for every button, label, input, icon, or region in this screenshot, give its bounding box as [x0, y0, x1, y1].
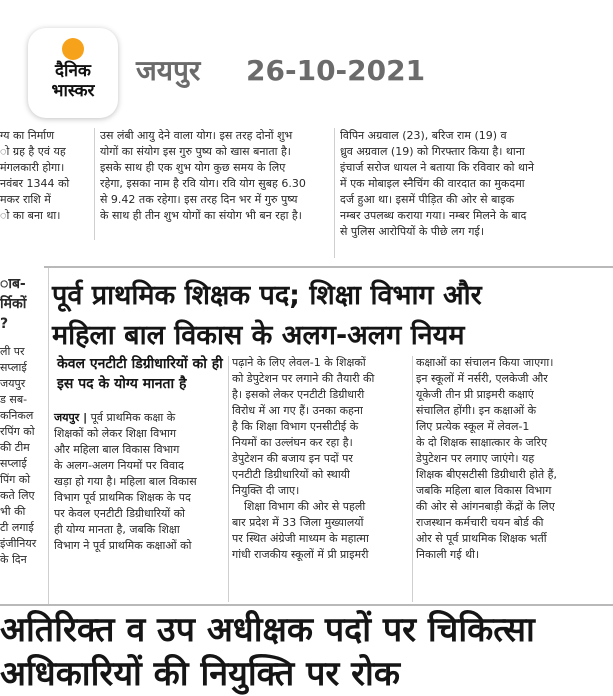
text-line: विभाग ने पूर्व प्राथमिक कक्षाओं को — [54, 539, 192, 552]
text-line: पढ़ाने के लिए लेवल-1 के शिक्षकों — [232, 356, 366, 369]
dateline: जयपुर | — [54, 411, 88, 424]
column-divider — [334, 128, 335, 258]
logo-text-line1: दैनिक — [55, 61, 91, 81]
snippet-top-middle — [100, 128, 330, 240]
snippet-left-strip — [0, 274, 44, 604]
text-line: ली पर — [0, 345, 25, 358]
text-line: रपिंग को — [0, 425, 35, 438]
text-line: भी की — [0, 505, 26, 518]
text-line: पिंग को — [0, 473, 31, 486]
section-divider — [44, 266, 613, 268]
text-line: ही योग्य मानता है, जबकि शिक्षा — [54, 523, 180, 536]
edition-date: 26-10-2021 — [246, 54, 426, 87]
headline-line: पूर्व प्राथमिक शिक्षक पद; शिक्षा विभाग और — [52, 280, 482, 311]
text-line: सप्लाई — [0, 457, 27, 470]
text-line: विपिन अग्रवाल (23), बरिज राम (19) व — [340, 129, 507, 142]
text-line: रहेगा, इसका नाम है रवि योग। रवि योग सुबह 6.30 — [100, 177, 306, 190]
text-line: शिक्षा विभाग की ओर से पहली — [244, 500, 366, 513]
text-line: और महिला बाल विकास विभाग — [54, 443, 180, 456]
text-line: नियुक्ति दी जाए। — [232, 484, 300, 497]
headline-line: महिला बाल विकास के अलग-अलग नियम — [52, 320, 465, 351]
text-line: ो का बना था। — [0, 209, 61, 222]
text-line: जबकि महिला बाल विकास विभाग — [416, 484, 552, 497]
text-line: विभाग पूर्व प्राथमिक शिक्षक के पद — [54, 491, 191, 504]
text-line: यूकेजी तीन प्री प्राइमरी कक्षाएं — [416, 388, 534, 401]
text-line: इन स्कूलों में नर्सरी, एलकेजी और — [416, 372, 548, 385]
snippet-top-left — [0, 128, 90, 240]
app-header — [0, 0, 613, 128]
text-line: डेपुटेशन पर लगाए जाएंगे। यह — [416, 452, 535, 465]
article-column-2 — [232, 355, 408, 602]
text-line: ड सब- — [0, 393, 28, 406]
text-line: सप्लाई — [0, 361, 27, 374]
next-article-headline: अतिरिक्त व उप अधीक्षक पदों पर चिकित्सा — [0, 610, 535, 650]
snippet-top-right — [340, 128, 590, 260]
text-line: कनिकल — [0, 409, 34, 422]
sun-icon — [62, 38, 84, 60]
article-headline — [52, 276, 612, 356]
edition-city: जयपुर — [136, 54, 201, 87]
text-line: डेपुटेशन की बजाय इन पदों पर — [232, 452, 353, 465]
logo-text-line2: भास्कर — [51, 81, 95, 101]
text-line: पर केवल एनटीटी डिग्रीधारियों को — [54, 507, 186, 520]
text-line: पूर्व प्राथमिक कक्षा के — [90, 411, 176, 424]
strip-heading-line: र्मिकों — [0, 296, 27, 312]
article-column-1 — [54, 410, 224, 602]
text-line: विरोध में आ गए हैं। उनका कहना — [232, 404, 363, 417]
text-line: को डेपुटेशन पर लगाने की तैयारी की — [232, 372, 375, 385]
text-line: के दिन — [0, 553, 27, 566]
text-line: बार प्रदेश में 33 जिला मुख्यालयों — [232, 516, 364, 529]
text-line: ध्रुव अग्रवाल (19) को गिरफ्तार किया है। थाना — [340, 145, 525, 158]
text-line: ग्य का निर्माण — [0, 129, 55, 142]
text-line: मकर राशि में — [0, 193, 51, 206]
article-column-3 — [416, 355, 596, 602]
column-divider — [412, 356, 413, 602]
text-line: के अलग-अलग नियमों पर विवाद — [54, 459, 184, 472]
text-line: उस लंबी आयु देने वाला योग। इस तरह दोनों शुभ — [100, 129, 293, 142]
strip-heading-line: ाब- — [0, 276, 26, 292]
text-line: पर स्थित अंग्रेजी माध्यम के महात्मा — [232, 532, 369, 545]
text-line: जयपुर — [0, 377, 26, 390]
text-line: दर्ज हुआ था। इसमें पीड़ित की ओर से बाइक — [340, 193, 515, 206]
text-line: है कि शिक्षा विभाग एनसीटीई के — [232, 420, 359, 433]
text-line: कक्षाओं का संचालन किया जाएगा। — [416, 356, 554, 369]
text-line: लिए प्रत्येक स्कूल में लेवल-1 — [416, 420, 530, 433]
column-divider — [94, 128, 95, 240]
text-line: की टीम — [0, 441, 30, 454]
text-line: गांधी राजकीय स्कूलों में प्री प्राइमरी — [232, 548, 369, 561]
text-line: टी लगाई — [0, 521, 34, 534]
text-line: निकाली गई थी। — [416, 548, 480, 561]
text-line: संचालित होंगी। इन कक्षाओं के — [416, 404, 537, 417]
text-line: नियमों का उल्लंघन कर रहा है। — [232, 436, 353, 449]
text-line: इंजीनियर — [0, 537, 37, 550]
strip-heading-line: ? — [0, 316, 9, 332]
text-line: के दो शिक्षक साक्षात्कार के जरिए — [416, 436, 548, 449]
text-line: है। इसको लेकर एनटीटी डिग्रीधारी — [232, 388, 365, 401]
text-line: योगों का संयोग इस गुरु पुष्य को खास बनाता है। — [100, 145, 291, 158]
text-line: इसके साथ ही एक शुभ योग कुछ समय के लिए — [100, 161, 286, 174]
text-line: नवंबर 1344 को — [0, 177, 70, 190]
column-divider — [48, 268, 49, 604]
text-line: के साथ ही तीन शुभ योगों का संयोग भी बन रहा है। — [100, 209, 302, 222]
text-line: से 9.42 तक रहेगा। इस तरह दिन भर में गुरु पुष्य — [100, 193, 298, 206]
text-line: शिक्षक बीएसटीसी डिग्रीधारी होते हैं, — [416, 468, 558, 481]
text-line: राजस्थान कर्मचारी चयन बोर्ड की — [416, 516, 544, 529]
column-divider — [228, 356, 229, 602]
next-article-headline-partial: अधिकारियों की नियुक्ति पर रोक — [0, 654, 400, 694]
text-line: नम्बर उपलब्ध कराया गया। नम्बर मिलने के बाद — [340, 209, 527, 222]
article-subdeck: केवल एनटीटी डिग्रीधारियों को ही इस पद के योग्य मानता है — [57, 356, 223, 392]
text-line: एनटीटी डिग्रीधारियों को स्थायी — [232, 468, 350, 481]
text-line: इंचार्ज सरोज धायल ने बताया कि रविवार को थाने — [340, 161, 535, 174]
text-line: मंगलकारी होगा। — [0, 161, 65, 174]
text-line: ओर से पूर्व प्राथमिक शिक्षक भर्ती — [416, 532, 547, 545]
text-line: शिक्षकों को लेकर शिक्षा विभाग — [54, 427, 177, 440]
newspaper-logo[interactable] — [28, 28, 118, 118]
section-divider — [0, 604, 613, 606]
text-line: कते लिए — [0, 489, 35, 502]
text-line: की ओर से आंगनबाड़ी केंद्रों के लिए — [416, 500, 555, 513]
text-line: खड़ा हो गया है। महिला बाल विकास — [54, 475, 197, 488]
text-line: ो ग्रह है एवं यह — [0, 145, 66, 158]
text-line: में एक मोबाइल स्नैचिंग की वारदात का मुकदमा — [340, 177, 525, 190]
text-line: से पुलिस आरोपियों के पीछे लग गई। — [340, 225, 484, 238]
